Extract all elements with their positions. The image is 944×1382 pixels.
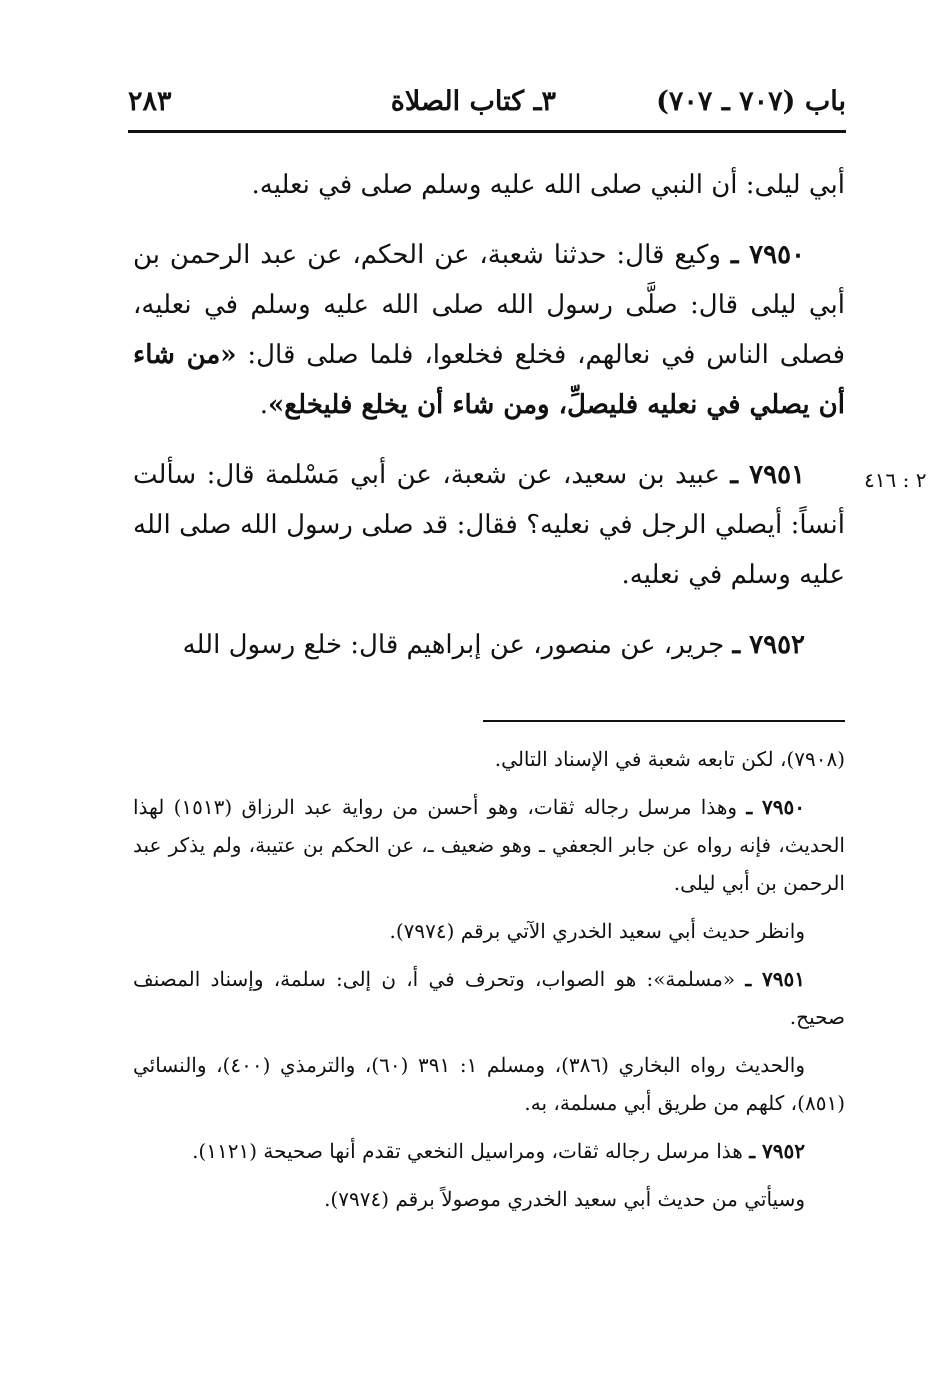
hadith-7950 [133, 230, 845, 430]
footnote: وانظر حديث أبي سعيد الخدري الآتي برقم (٧٩٧٤). [389, 919, 805, 943]
footnote-text: هذا مرسل رجاله ثقات، ومراسيل النخعي تقدم أنها صحيحة (١١٢١). [192, 1139, 750, 1163]
book-title: ٣ـ كتاب الصلاة [390, 86, 556, 117]
footnote [133, 788, 845, 902]
hadith-number: ٧٩٥١ ـ [730, 460, 805, 490]
footnote-text: وهذا مرسل رجاله ثقات، وهو أحسن من رواية عبد الرزاق (١٥١٣) لهذا الحديث، فإنه رواه عن جابر الجعفي ـ وهو ضعيف ـ، عن الحكم بن عتيبة، ولم يذكر عبد الرحمن بن أبي ليلى. [133, 795, 845, 895]
hadith-text: عبيد بن سعيد، عن شعبة، عن أبي مَسْلمة قال: سألت أنساً: أيصلي الرجل في نعليه؟ فقال: قد صلى رسول الله صلى الله عليه وسلم في نعليه. [133, 460, 845, 590]
hadith-quote: «من شاء أن يصلي في نعليه فليصلِّ، ومن شاء أن يخلع فليخلع» [133, 340, 845, 420]
footnotes [133, 740, 845, 1228]
footnote-divider [483, 720, 845, 722]
footnote [133, 1132, 845, 1170]
header-divider [128, 130, 846, 133]
hadith-7952 [133, 620, 845, 670]
hadith-end: . [259, 390, 269, 420]
hadith-text: وكيع قال: حدثنا شعبة، عن الحكم، عن عبد الرحمن بن أبي ليلى قال: صلَّى رسول الله صلى الله عليه وسلم في نعليه، فصلى الناس في نعالهم، فخلع فخلعوا، فلما صلى قال: [133, 240, 845, 370]
footnote-number: ٧٩٥١ ـ [745, 967, 805, 991]
margin-reference: ٢ : ٤١٦ [864, 468, 927, 492]
hadith-number: ٧٩٥٢ ـ [732, 630, 805, 660]
footnote [133, 960, 845, 1036]
footnote: (٧٩٠٨)، لكن تابعه شعبة في الإسناد التالي. [494, 747, 845, 771]
footnote: والحديث رواه البخاري (٣٨٦)، ومسلم ١: ٣٩١ (٦٠)، والترمذي (٤٠٠)، والنسائي (٨٥١)، كلهم من طريق أبي مسلمة، به. [133, 1053, 845, 1115]
footnote-number: ٧٩٥٢ ـ [749, 1139, 805, 1163]
hadith-7951 [133, 450, 845, 600]
chapter-title: باب (٧٠٧ ـ ٧٠٧) [656, 86, 846, 117]
hadith-text: جرير، عن منصور، عن إبراهيم قال: خلع رسول الله [182, 630, 733, 660]
footnote-text: «مسلمة»: هو الصواب، وتحرف في أ، ن إلى: سلمة، وإسناد المصنف صحيح. [133, 967, 845, 1029]
footnote-number: ٧٩٥٠ ـ [746, 795, 805, 819]
paragraph-continuation: أبي ليلى: أن النبي صلى الله عليه وسلم صلى في نعليه. [251, 170, 845, 200]
page-number: ٢٨٣ [128, 86, 172, 117]
page-header [128, 80, 846, 130]
main-text [133, 160, 845, 690]
footnote: وسيأتي من حديث أبي سعيد الخدري موصولاً برقم (٧٩٧٤). [324, 1187, 805, 1211]
hadith-number: ٧٩٥٠ ـ [730, 240, 806, 270]
